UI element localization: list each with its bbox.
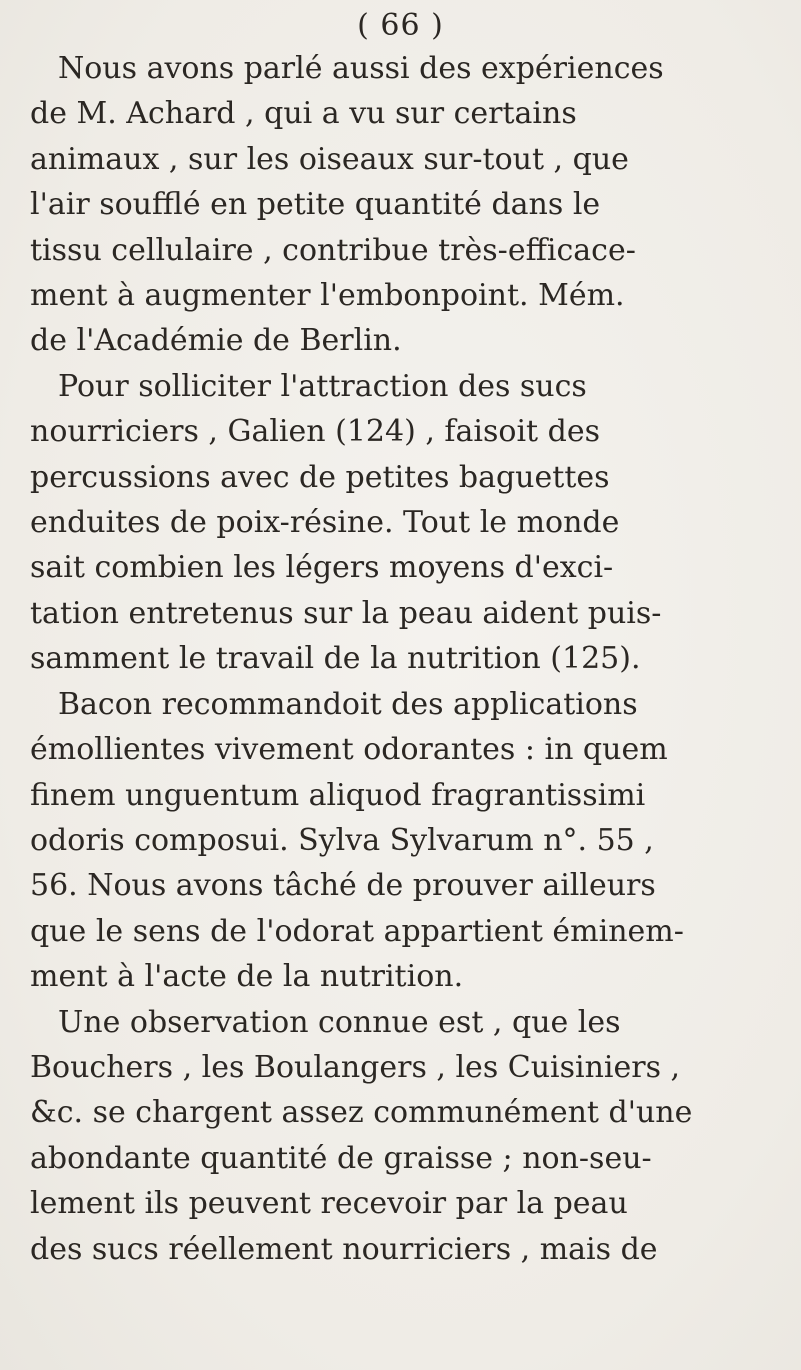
text-line: tation entretenus sur la peau aident puis-	[30, 595, 662, 631]
page-number: ( 66 )	[357, 8, 444, 43]
text-line: Nous avons parlé aussi des expériences	[58, 51, 664, 86]
text-line: de l'Académie de Berlin.	[30, 323, 402, 359]
text-line: enduites de poix-résine. Tout le monde	[30, 505, 620, 541]
text-line: odoris composui. Sylva Sylvarum n°. 55 ,	[30, 822, 654, 858]
text-line: ment à augmenter l'embonpoint. Mém.	[30, 278, 625, 314]
text-line: finem unguentum aliquod fragrantissimi	[30, 777, 646, 813]
text-line: percussions avec de petites baguettes	[30, 459, 610, 495]
text-line: émollientes vivement odorantes : in quem	[30, 732, 668, 768]
text-line: l'air soufflé en petite quantité dans le	[30, 187, 601, 223]
text-line: Bacon recommandoit des applications	[58, 686, 638, 722]
text-line: Bouchers , les Boulangers , les Cuisiniers ,	[30, 1049, 681, 1085]
text-line: &c. se chargent assez communément d'une	[30, 1095, 693, 1131]
text-line: 56. Nous avons tâché de prouver ailleurs	[30, 868, 656, 904]
text-line: que le sens de l'odorat appartient éminem-	[30, 913, 684, 949]
text-line: lement ils peuvent recevoir par la peau	[30, 1186, 628, 1222]
text-line: sait combien les légers moyens d'exci-	[30, 550, 614, 586]
text-line: des sucs réellement nourriciers , mais de	[30, 1231, 658, 1267]
text-line: nourriciers , Galien (124) , faisoit des	[30, 414, 600, 450]
body-text	[30, 46, 782, 1272]
text-line: ment à l'acte de la nutrition.	[30, 959, 464, 995]
text-line: abondante quantité de graisse ; non-seu-	[30, 1140, 652, 1176]
text-line: tissu cellulaire , contribue très-efficace-	[30, 232, 636, 268]
text-line: samment le travail de la nutrition (125).	[30, 641, 641, 677]
text-line: animaux , sur les oiseaux sur-tout , que	[30, 141, 629, 177]
text-line: Une observation connue est , que les	[58, 1004, 621, 1040]
text-line: de M. Achard , qui a vu sur certains	[30, 96, 577, 132]
text-line: Pour solliciter l'attraction des sucs	[58, 368, 587, 404]
